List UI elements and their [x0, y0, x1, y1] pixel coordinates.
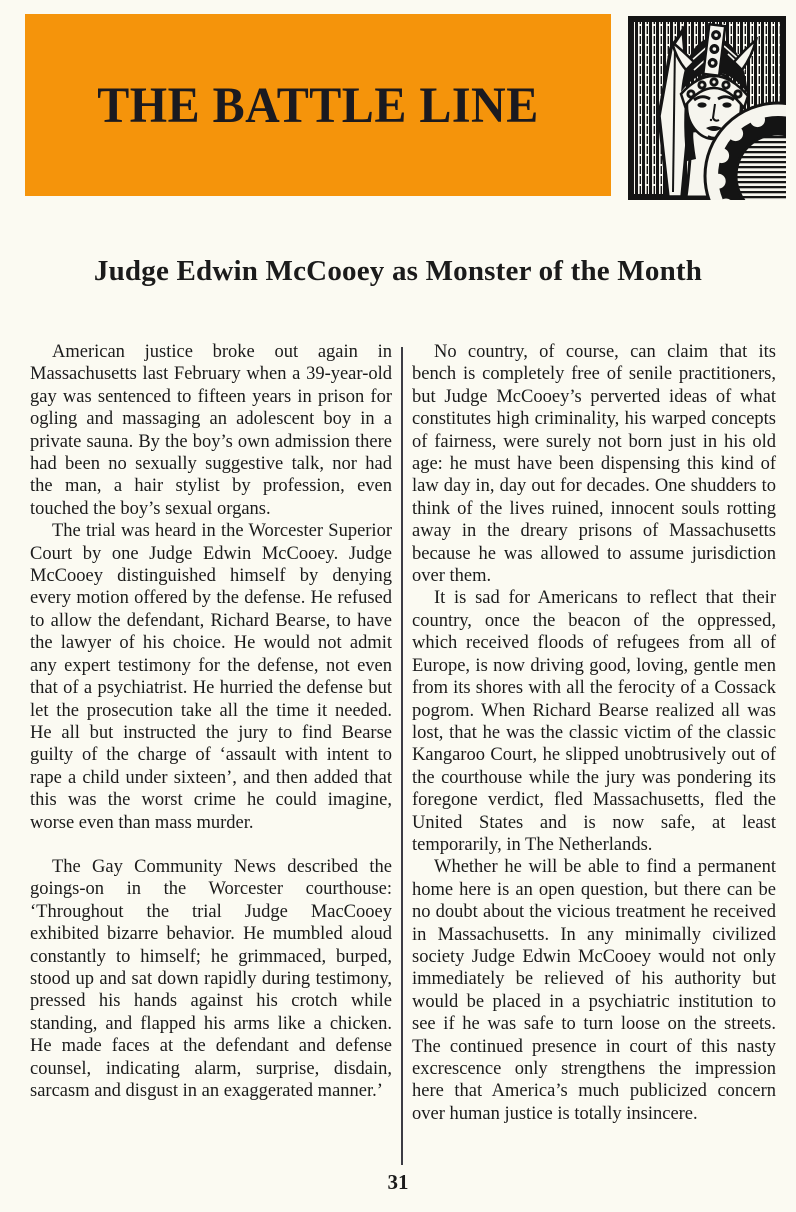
paragraph-left-3: The Gay Community News described the goings-on in the Worcester courthouse: ‘Throughout the trial Judge MacCooey exhibited bizarre behavior. He mumbled aloud constantly to himself; he grimmaced, burped, stood up and sat down rapidly during testimony, pressed his hands against his crotch while standing, and flapped his arms like a chicken. He made faces at the defendant and defense counsel, indicating alarm, surprise, disdain, sarcasm and disgust in an exaggerated manner.’	[30, 856, 392, 1101]
paragraph-left-2: The trial was heard in the Worcester Superior Court by one Judge Edwin McCooey. Judge McCooey distinguished himself by denying every motion offered by the defense. He refused to allow the defendant, Richard Bearse, to have the lawyer of his choice. He would not admit any expert testimony for the defense, not even that of a psychiatrist. He hurried the defense but let the prosecution take all the time it needed. He all but instructed the jury to find Bearse guilty of the charge of ‘assault with intent to rape a child under sixteen’, and then added that this was the worst crime he could imagine, worse even than mass murder.	[30, 521, 392, 833]
page-number: 31	[387, 1170, 409, 1194]
paragraph-right-3: Whether he will be able to find a permanent home here is an open question, but there can be no doubt about the vicious treatment he received in Massachusetts. In any minimally civilized society Judge Edwin McCooey would not only immediately be relieved of his authority but would be placed in a psychiatric institution to see if he was safe to turn loose on the streets. The continued presence in court of this nasty excrescence only strengthens the impression here that America’s much publicized concern over human justice is totally insincere.	[412, 857, 776, 1124]
battle-line-banner	[25, 14, 611, 196]
article-body	[30, 341, 778, 1177]
paragraph-left-1: American justice broke out again in Massachusetts last February when a 39-year-old gay was sentenced to fifteen years in prison for ogling and massaging an adolescent boy in a private sauna. By the boy’s own admission there had been no sexually suggestive talk, nor had the man, a hair stylist by profession, even touched the boy’s sexual organs.	[30, 342, 392, 519]
paragraph-right-2: It is sad for Americans to reflect that their country, once the beacon of the oppressed, which received floods of refugees from all of Europe, is now driving good, loving, gentle men from its shores with all the ferocity of a Cossack pogrom. When Richard Bearse realized all was lost, that he was the classic victim of the classic Kangaroo Court, he slipped unobtrusively out of the courthouse while the jury was pondering its foregone verdict, fled Massachusetts, fled the United States and is now safe, at least temporarily, in The Netherlands.	[412, 588, 776, 855]
paragraph-right-1: No country, of course, can claim that its bench is completely free of senile practitioners, but Judge McCooey’s perverted ideas of what constitutes high criminality, his warped concepts of fairness, were surely not born just in his old age: he must have been dispensing this kind of law day in, day out for decades. One shudders to think of the lives ruined, innocent souls rotting away in the dreary prisons of Massachusetts because he was allowed to assume jurisdiction over them.	[412, 342, 776, 587]
left-column	[30, 341, 392, 1177]
banner-title: THE BATTLE LINE	[97, 76, 539, 134]
viking-woodcut-icon	[628, 16, 786, 200]
article-headline: Judge Edwin McCooey as Monster of the Month	[93, 255, 703, 287]
column-divider-rule	[401, 347, 403, 1165]
viking-warrior-illustration	[628, 16, 786, 200]
right-column	[412, 341, 776, 1177]
